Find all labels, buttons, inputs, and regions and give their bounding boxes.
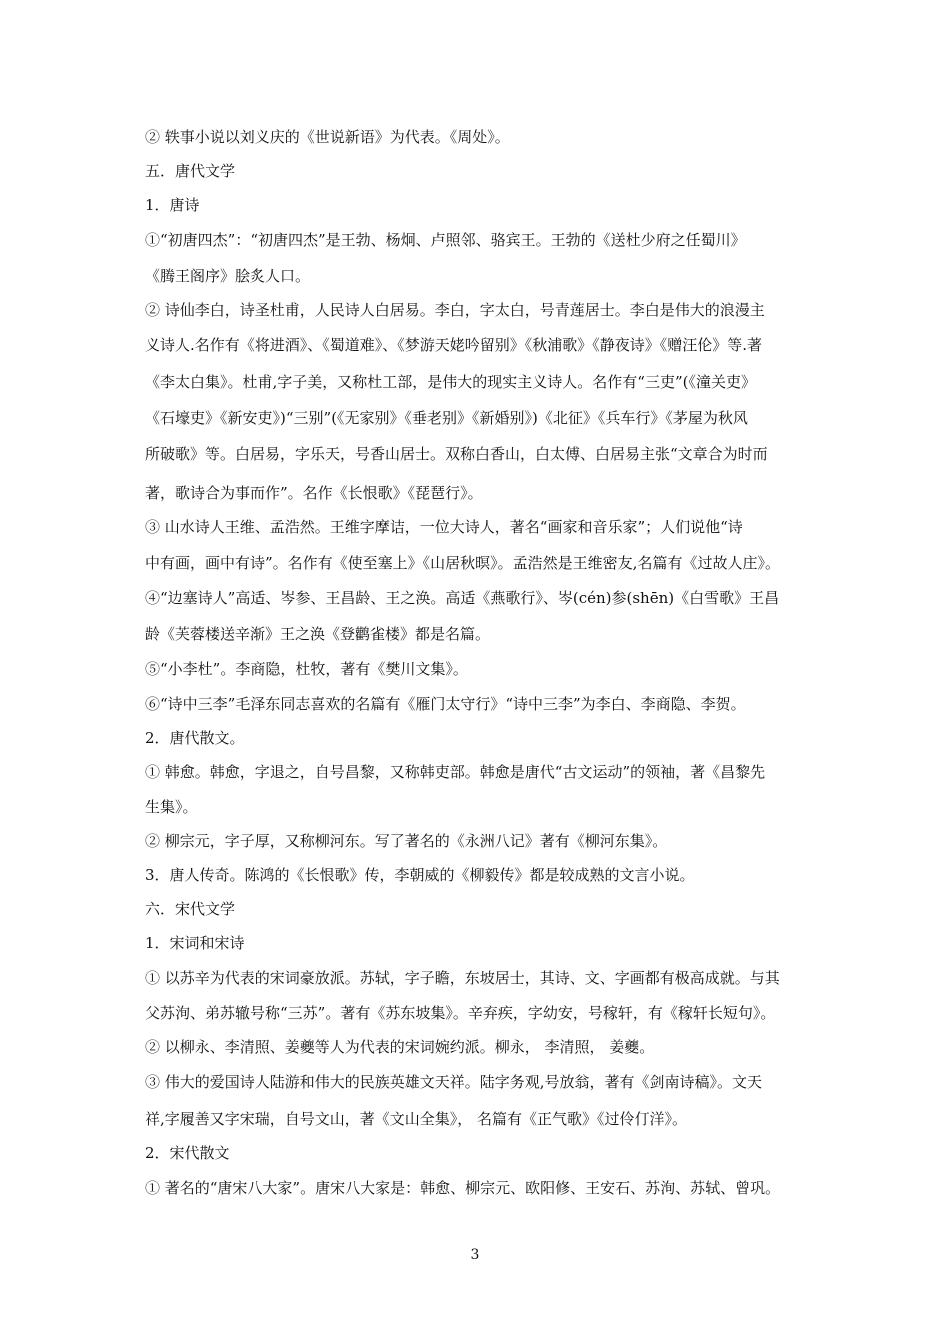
page-number: 3: [470, 1247, 480, 1263]
subheading-song-ci: 1．宋词和宋诗: [145, 934, 245, 952]
text-line-10: 所破歌》等。白居易，字乐天，号香山居士。双称白香山，白太傅、白居易主张“文章合为时而: [145, 445, 768, 463]
text-line-20: 生集》。: [145, 798, 198, 816]
text-line-14: ④“边塞诗人”高适、岑参、王昌龄、王之涣。高适《燕歌行》、岑(cén)参(shēn)《白雪歌》王昌: [145, 589, 780, 607]
text-line-8: 《李太白集》。杜甫,字子美，又称杜工部，是伟大的现实主义诗人。名作有“三吏”(《潼关吏》: [145, 373, 756, 391]
text-line-29: 祥,字履善又字宋瑞，自号文山，著《文山全集》， 名篇有《正气歌》《过伶仃洋》。: [145, 1110, 688, 1128]
text-line-9: 《石壕吏》《新安吏》)“三别”(《无家别》《垂老别》《新婚别》)《北征》《兵车行》《茅屋为秋风: [145, 409, 748, 427]
text-line-15: 龄《芙蓉楼送辛渐》王之涣《登鹳雀楼》都是名篇。: [145, 625, 491, 643]
text-line-28: ③ 伟大的爱国诗人陆游和伟大的民族英雄文天祥。陆字务观,号放翁，著有《剑南诗稿》。文天: [145, 1073, 763, 1091]
text-line-1: ② 轶事小说以刘义庆的《世说新语》为代表。《周处》。: [145, 128, 510, 146]
text-line-25: ① 以苏辛为代表的宋词豪放派。苏轼，字子瞻，东坡居士，其诗、文、字画都有极高成就。与其: [145, 969, 780, 987]
text-line-17: ⑥“诗中三李”毛泽东同志喜欢的名篇有《雁门太守行》“诗中三李”为李白、李商隐、李贺。: [145, 695, 746, 713]
text-line-13: 中有画，画中有诗”。名作有《使至塞上》《山居秋暝》。孟浩然是王维密友,名篇有《过故人庄》。: [145, 554, 780, 572]
text-line-21: ② 柳宗元，字子厚，又称柳河东。写了著名的《永洲八记》著有《柳河东集》。: [145, 832, 668, 850]
text-line-19: ① 韩愈。韩愈，字退之，自号昌黎，又称韩吏部。韩愈是唐代“古文运动”的领袖，著《昌黎先: [145, 763, 766, 781]
text-line-27: ② 以柳永、李清照、姜夔等人为代表的宋词婉约派。柳永， 李清照， 姜夔。: [145, 1038, 655, 1056]
section-heading-tang: 五．唐代文学: [145, 162, 236, 180]
section-heading-song: 六．宋代文学: [145, 900, 236, 918]
text-line-26: 父苏洵、弟苏辙号称“三苏”。著有《苏东坡集》。辛弃疾，字幼安，号稼轩，有《稼轩长短句》。: [145, 1004, 776, 1022]
subheading-tang-poetry: 1．唐诗: [145, 196, 200, 214]
subheading-song-prose: 2．宋代散文: [145, 1144, 230, 1162]
text-line-31: ① 著名的“唐宋八大家”。唐宋八大家是：韩愈、柳宗元、欧阳修、王安石、苏洵、苏轼、曾巩。: [145, 1179, 781, 1197]
text-line-12: ③ 山水诗人王维、孟浩然。王维字摩诘，一位大诗人，著名“画家和音乐家”；人们说他“诗: [145, 518, 743, 536]
subheading-tang-prose: 2．唐代散文。: [145, 729, 245, 747]
text-line-5: 《腾王阁序》脍炙人口。: [145, 267, 311, 285]
text-line-4: ①“初唐四杰”：“初唐四杰”是王勃、杨炯、卢照邻、骆宾王。王勃的《送杜少府之任蜀川》: [145, 231, 746, 249]
text-line-22: 3．唐人传奇。陈鸿的《长恨歌》传，李朝威的《柳毅传》都是较成熟的文言小说。: [145, 866, 695, 884]
text-line-6: ② 诗仙李白，诗圣杜甫，人民诗人白居易。李白，字太白，号青莲居士。李白是伟大的浪漫主: [145, 301, 765, 319]
text-line-7: 义诗人.名作有《将进酒》、《蜀道难》、《梦游天姥吟留别》《秋浦歌》《静夜诗》《赠汪伦》等.著: [145, 336, 763, 354]
text-line-16: ⑤“小李杜”。李商隐，杜牧，著有《樊川文集》。: [145, 660, 468, 678]
text-line-11: 著，歌诗合为事而作”。名作《长恨歌》《琵琶行》。: [145, 484, 483, 502]
